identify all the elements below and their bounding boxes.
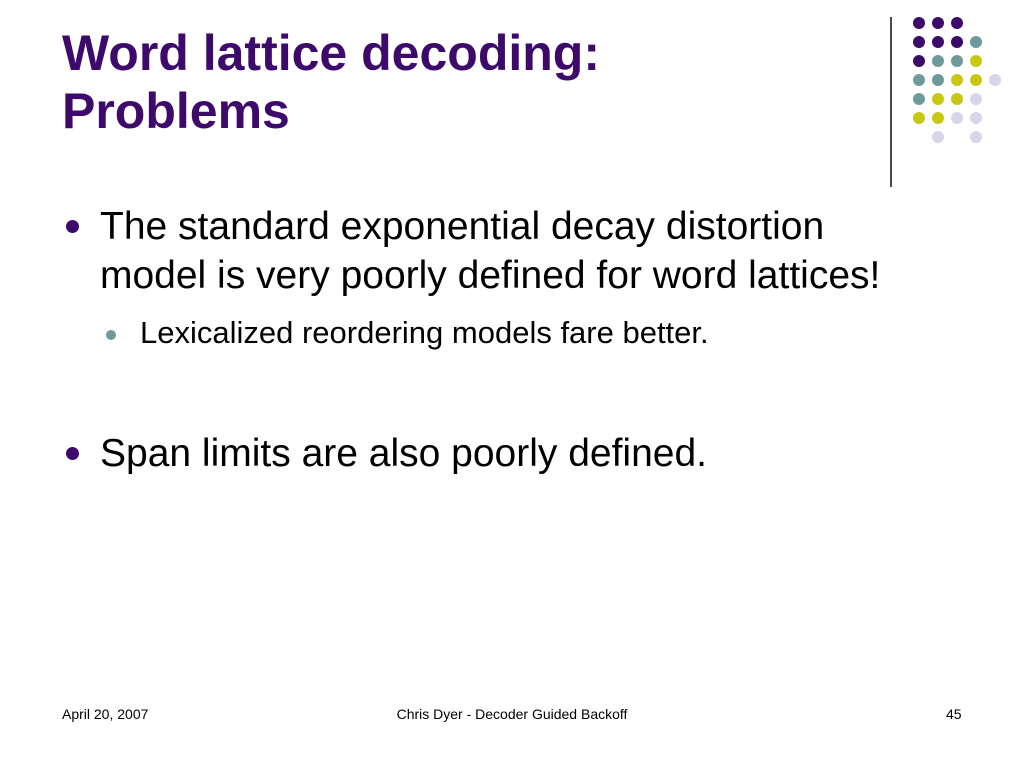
bullet-item-1-line1: The standard exponential decay distortion xyxy=(100,205,825,248)
bullet-dot-icon xyxy=(66,220,79,233)
footer-author-title: Chris Dyer - Decoder Guided Backoff xyxy=(396,706,628,722)
footer-date: April 20, 2007 xyxy=(62,706,149,722)
footer-page-number: 45 xyxy=(946,706,962,722)
sub-bullet-item-1: Lexicalized reordering models fare better. xyxy=(140,315,709,350)
slide-title-line1: Word lattice decoding: xyxy=(62,25,600,81)
sub-bullet-dot-icon xyxy=(106,330,116,340)
bullet-item-1-line2: model is very poorly defined for word lattices! xyxy=(100,254,881,297)
bullet-item-1 xyxy=(100,202,980,300)
bullet-item-2: Span limits are also poorly defined. xyxy=(100,432,707,475)
bullet-dot-icon xyxy=(66,447,79,460)
slide-title-line2: Problems xyxy=(62,83,290,139)
